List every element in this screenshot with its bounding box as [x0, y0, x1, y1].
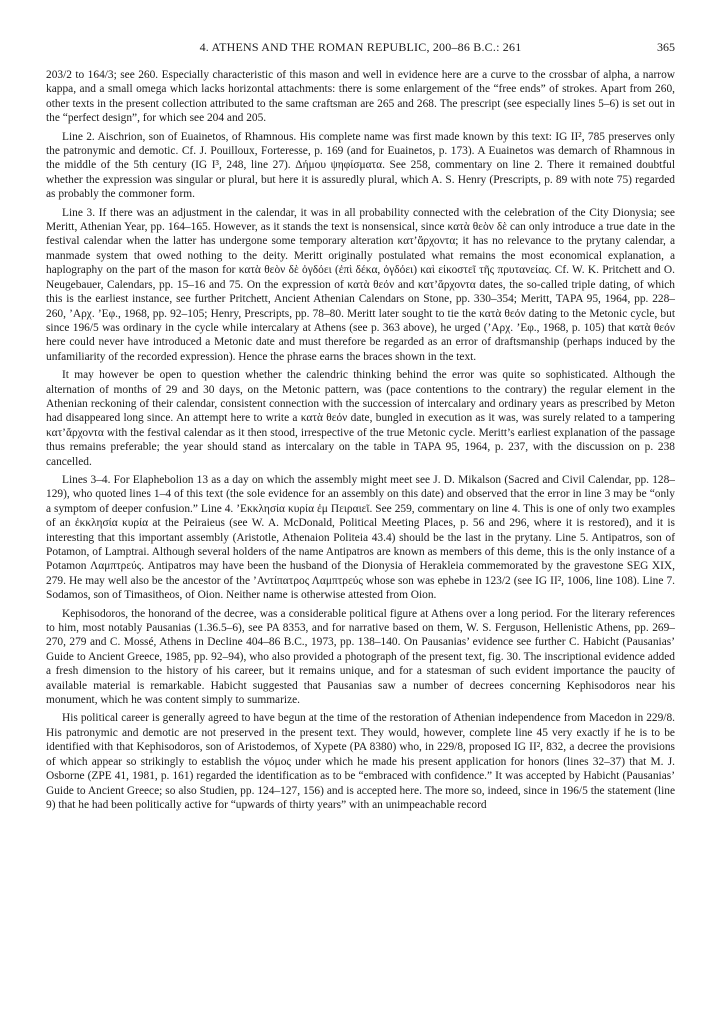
- paragraph-continuation: 203/2 to 164/3; see 260. Especially characteristic of this mason and well in evidence here are a curve to the crossbar of alpha, a narrow kappa, and a small omega which lacks horizontal attachments: there is some enlargement of the “free ends” of strokes. Apart from 260, other texts in the present collection attributed to the same craftsman are 265 and 268. The prescript (see especially lines 5–6) is set out in the “perfect design”, for which see 204 and 205.: [46, 69, 675, 125]
- paragraph-kephisodoros: Kephisodoros, the honorand of the decree, was a considerable political figure at Athens over a long period. For the literary references to him, most notably Pausanias (1.36.5–6), see PA 8353, and for narrative based on them, W. S. Ferguson, Hellenistic Athens, pp. 269–270, 279 and C. Mossé, Athens in Decline 404–86 B.C., 1973, pp. 138–140. On Pausanias’ evidence see further C. Habicht (Pausanias’ Guide to Ancient Greece, 1985, pp. 92–94), who also provided a photograph of the present text, fig. 30. The inscriptional evidence added a fresh dimension to the history of his career, but it remains unique, and for a statesman of such evident importance the paucity of available material is remarkable. Habicht suggested that Pausanias saw a number of decrees concerning Kephisodoros near his monument, which he was content simply to summarize.: [46, 607, 675, 707]
- paragraph-line-2-commentary: Line 2. Aischrion, son of Euainetos, of Rhamnous. His complete name was first made known by this text: IG II², 785 preserves only the patronymic and demotic. Cf. J. Pouilloux, Forteresse, p. 169 (and for Euainetos, p. 173). A Euainetos was demarch of Rhamnous in the middle of the 5th century (IG I³, 248, line 27). Δήμου ψηφίσματα. See 258, commentary on line 2. There it remained doubtful whether the expression was singular or plural, but here it is assuredly plural, which A. S. Henry (Prescripts, p. 89 with note 75) regarded as probably the commoner form.: [46, 130, 675, 201]
- paragraph-political-career: His political career is generally agreed to have begun at the time of the restoration of Athenian independence from Macedon in 229/8. His patronymic and demotic are not preserved in the present text. They would, however, complete line 45 very exactly if he is to be identified with that Kephisodoros, son of Aristodemos, of Xypete (PA 8380) who, in 229/8, proposed IG II², 832, a decree the provisions of which appear so strikingly to establish the νόμος under which he made his present application for honors (lines 32–37) that M. J. Osborne (ZPE 41, 1981, p. 161) regarded the identification as to be “embraced with confidence.” It was accepted by Habicht (Pausanias’ Guide to Ancient Greece; so also Studien, pp. 124–127, 156) and is accepted here. The more so, indeed, since in 196/5 the statement (line 9) that he had been politically active for “upwards of thirty years” with an unimpeachable record: [46, 712, 675, 811]
- paragraph-lines-3-4-commentary: Lines 3–4. For Elaphebolion 13 as a day on which the assembly might meet see J. D. Mikalson (Sacred and Civil Calendar, pp. 128–129), who quoted lines 1–4 of this text (the sole evidence for an assembly on this date) and observed that the error in line 3 may be “only a symptom of deeper confusion.” Line 4. ’Εκκλησία κυρία ἐμ Πειραιεῖ. See 259, commentary on line 4. This is one of only two examples of an ἐκκλησία κυρία at the Peiraieus (see W. A. McDonald, Political Meeting Places, p. 56 and 296, where it is restored), and it is interesting that this important assembly (Aristotle, Athenaion Politeia 43.4) should be the last in the prytany. Line 5. Antipatros, son of Potamon, of Lamptrai. Although several holders of the name Antipatros are known as members of this deme, this is the only instance of a Potamon Λαμπτρεύς. Antipatros may have been the husband of the Dionysia of Herakleia commemorated by the gravestone SEG XIX, 279. He may well also be the ancestor of the ’Αντίπατρος Λαμπτρεύς whose son was ephebe in 123/2 (see IG II², 1006, line 108). Line 7. Sodamos, son of Timasitheos, of Oion. Neither name is otherwise attested from Oion.: [46, 473, 675, 602]
- running-title: 4. ATHENS AND THE ROMAN REPUBLIC, 200–86 B.C.: 261: [199, 40, 522, 54]
- paragraph-line-3-commentary: Line 3. If there was an adjustment in the calendar, it was in all probability connected with the celebration of the City Dionysia; see Meritt, Athenian Year, pp. 164–165. However, as it stands the text is nonsensical, since κατὰ θεὸν δὲ can only introduce a true date in the festival calendar when the latter has undergone some temporary alteration κατ’ἄρχοντα; it has no relevance to the prytany calendar, a manmade system that owed nothing to the deity. Meritt originally postulated what remains the most economical explanation, a haplography on the part of the mason for κατὰ θεὸν δὲ ὀγδόει (ἐπὶ δέκα, ὀγδόει) καὶ εἰκοστεῖ τῆς πρυτανείας. Cf. W. K. Pritchett and O. Neugebauer, Calendars, pp. 15–16 and 75. On the expression of κατὰ θεόν and κατ’ἄρχοντα dates, the so-called triple dating, of which this is the earliest instance, see further Pritchett, Ancient Athenian Calendars on Stone, pp. 330–354; Meritt, TAPA 95, 1964, pp. 228–260, ’Αρχ. ’Εφ., 1968, pp. 92–105; Henry, Prescripts, pp. 78–80. Meritt later sought to tie the κατὰ θεόν dating to the Metonic cycle, but since 196/5 was ordinary in the cycle while intercalary at Athens (see p. 363 above), he urged (’Αρχ. ’Εφ., 1968, p. 105) that κατὰ θεόν here could never have introduced a Metonic date and must therefore be regarded as an error of draftsmanship (perhaps induced by the unfamiliarity of the recorded expression). Hence the phrase earns the braces shown in the text.: [46, 206, 675, 363]
- body-text: [46, 68, 675, 812]
- paragraph-calendar-discussion: It may however be open to question whether the calendric thinking behind the error was quite so sophisticated. Although the alternation of months of 29 and 30 days, on the Metonic pattern, was (pace contentions to the contrary) the regular element in the Athenian reckoning of their calendar, consistent connection with the succession of intercalary and ordinary years as prescribed by Meton had disappeared long since. An attempt here to write a κατὰ θεόν date, bungled in execution as it was, was surely related to a tampering κατ’ἄρχοντα with the festival calendar as it then stood, irrespective of the true Metonic cycle. Meritt’s earliest explanation of the passage thus remains preferable; the year should stand as intercalary on the table in TAPA 95, 1964, p. 237, with the discussion on p. 238 cancelled.: [46, 369, 675, 468]
- page-number: 365: [657, 40, 675, 54]
- running-head: [46, 40, 675, 55]
